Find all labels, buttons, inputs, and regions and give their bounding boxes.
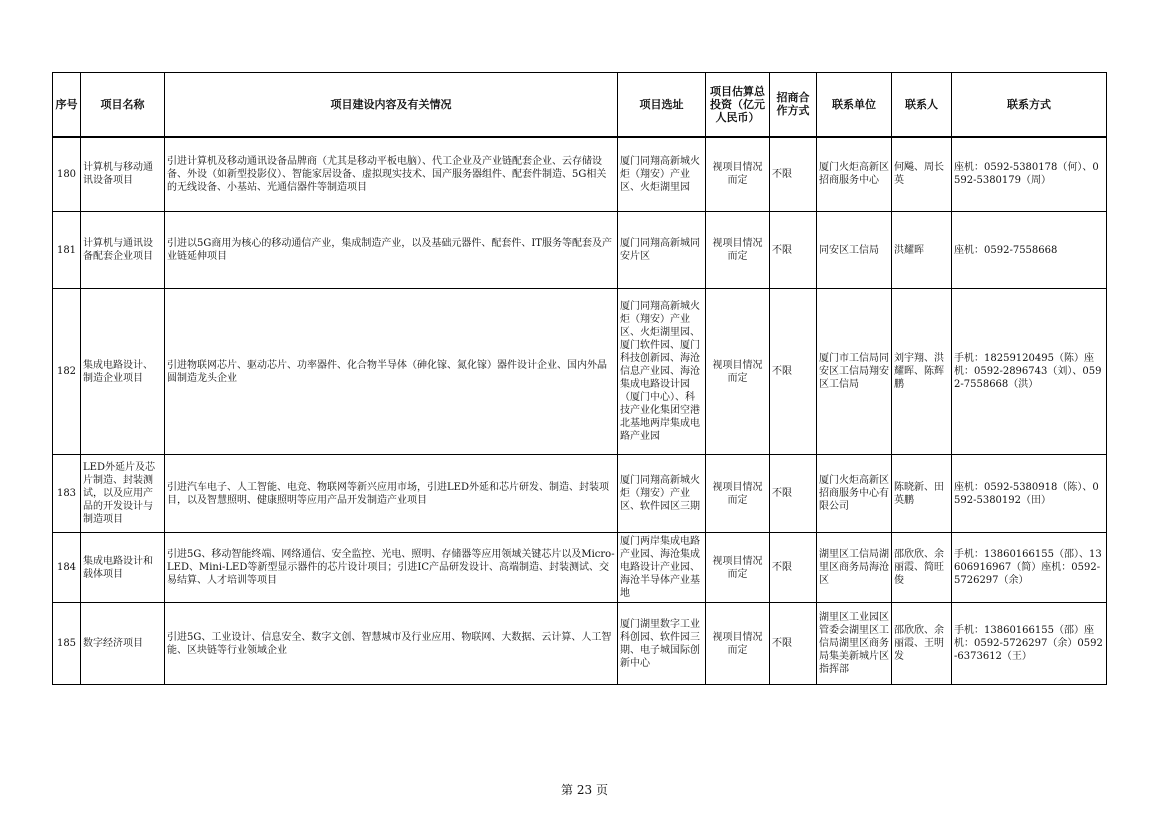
row-unit: 同安区工信局 <box>817 212 892 289</box>
row-no: 183 <box>53 455 81 533</box>
row-investment: 视项目情况而定 <box>706 533 770 603</box>
row-contact: 座机：0592-5380918（陈）、0592-5380192（田） <box>952 455 1107 533</box>
table-row <box>53 212 1107 289</box>
row-content: 引进5G、工业设计、信息安全、数字文创、智慧城市及行业应用、物联网、大数据、云计算、人工智能、区块链等行业领域企业 <box>165 603 618 685</box>
row-name: 计算机与通讯设备配套企业项目 <box>81 212 165 289</box>
row-mode: 不限 <box>770 289 817 455</box>
row-unit: 湖里区工信局湖里区商务局海沧区 <box>817 533 892 603</box>
row-mode: 不限 <box>770 533 817 603</box>
row-content: 引进物联网芯片、驱动芯片、功率器件、化合物半导体（砷化镓、氮化镓）器件设计企业、国内外晶圆制造龙头企业 <box>165 289 618 455</box>
row-content: 引进计算机及移动通讯设备品牌商（尤其是移动平板电脑）、代工企业及产业链配套企业、云存储设备、外设（如新型投影仪）、智能家居设备、虚拟现实技术、国产服务器组件、配套件制造、5G相关的无线设备、小基站、光通信器件等制造项目 <box>165 137 618 212</box>
row-site: 厦门同翔高新城同安片区 <box>618 212 706 289</box>
row-person: 何飚、周长英 <box>892 137 952 212</box>
row-site: 厦门同翔高新城火炬（翔安）产业区、火炬湖里园 <box>618 137 706 212</box>
page-number: 第 23 页 <box>561 783 608 797</box>
header-contact: 联系方式 <box>952 73 1107 137</box>
row-contact: 座机：0592-5380178（何）、0592-5380179（周） <box>952 137 1107 212</box>
header-name: 项目名称 <box>81 73 165 137</box>
row-content: 引进汽车电子、人工智能、电竞、物联网等新兴应用市场，引进LED外延和芯片研发、制造、封装项目，以及智慧照明、健康照明等应用产品开发制造产业项目 <box>165 455 618 533</box>
row-name: 数字经济项目 <box>81 603 165 685</box>
row-person: 邵欣欣、余丽霞、王明发 <box>892 603 952 685</box>
row-mode: 不限 <box>770 137 817 212</box>
row-investment: 视项目情况而定 <box>706 603 770 685</box>
row-no: 185 <box>53 603 81 685</box>
row-site: 厦门同翔高新城火炬（翔安）产业区、软件园区三期 <box>618 455 706 533</box>
row-name: LED外延片及芯片制造、封装测试，以及应用产品的开发设计与制造项目 <box>81 455 165 533</box>
table-row <box>53 455 1107 533</box>
row-mode: 不限 <box>770 212 817 289</box>
row-no: 184 <box>53 533 81 603</box>
row-no: 180 <box>53 137 81 212</box>
row-unit: 湖里区工业园区管委会湖里区工信局湖里区商务局集美新城片区指挥部 <box>817 603 892 685</box>
table-row <box>53 533 1107 603</box>
row-unit: 厦门火炬高新区招商服务中心有限公司 <box>817 455 892 533</box>
row-site: 厦门两岸集成电路产业园、海沧集成电路设计产业园、海沧半导体产业基地 <box>618 533 706 603</box>
row-no: 182 <box>53 289 81 455</box>
row-investment: 视项目情况而定 <box>706 289 770 455</box>
row-content: 引进5G、移动智能终端、网络通信、安全监控、光电、照明、存储器等应用领域关键芯片以及Micro-LED、Mini-LED等新型显示器件的芯片设计项目；引进IC产品研发设计、高端制造、封装测试、交易结算、人才培训等项目 <box>165 533 618 603</box>
row-mode: 不限 <box>770 603 817 685</box>
row-unit: 厦门市工信局同安区工信局翔安区工信局 <box>817 289 892 455</box>
row-site: 厦门同翔高新城火炬（翔安）产业区、火炬湖里园、厦门软件园、厦门科技创新园、海沧信息产业园、海沧集成电路设计园（厦门中心）、科技产业化集团空港北基地两岸集成电路产业园 <box>618 289 706 455</box>
row-name: 计算机与移动通讯设备项目 <box>81 137 165 212</box>
row-investment: 视项目情况而定 <box>706 212 770 289</box>
header-investment: 项目估算总投资（亿元人民币） <box>706 73 770 137</box>
row-investment: 视项目情况而定 <box>706 455 770 533</box>
row-person: 陈晓新、田英鹏 <box>892 455 952 533</box>
row-mode: 不限 <box>770 455 817 533</box>
row-contact: 手机：13860166155（邵）座机：0592-5726297（余）0592-6373612（王） <box>952 603 1107 685</box>
row-unit: 厦门火炬高新区招商服务中心 <box>817 137 892 212</box>
row-person: 洪耀晖 <box>892 212 952 289</box>
row-name: 集成电路设计和载体项目 <box>81 533 165 603</box>
header-row <box>53 73 1107 137</box>
header-mode: 招商合作方式 <box>770 73 817 137</box>
header-content: 项目建设内容及有关情况 <box>165 73 618 137</box>
project-table <box>52 72 1107 685</box>
table-row <box>53 603 1107 685</box>
header-no: 序号 <box>53 73 81 137</box>
row-name: 集成电路设计、制造企业项目 <box>81 289 165 455</box>
row-no: 181 <box>53 212 81 289</box>
header-person: 联系人 <box>892 73 952 137</box>
row-person: 邵欣欣、余丽霞、简旺俊 <box>892 533 952 603</box>
table-row <box>53 137 1107 212</box>
row-contact: 座机：0592-7558668 <box>952 212 1107 289</box>
table-row <box>53 289 1107 455</box>
header-site: 项目选址 <box>618 73 706 137</box>
row-person: 刘宇翔、洪耀晖、陈辉鹏 <box>892 289 952 455</box>
row-content: 引进以5G商用为核心的移动通信产业，集成制造产业，以及基础元器件、配套件、IT服务等配套及产业链延伸项目 <box>165 212 618 289</box>
row-contact: 手机：13860166155（邵）、13606916967（简）座机：0592-5726297（余） <box>952 533 1107 603</box>
row-investment: 视项目情况而定 <box>706 137 770 212</box>
header-unit: 联系单位 <box>817 73 892 137</box>
row-site: 厦门湖里数字工业科创园、软件园三期、电子城国际创新中心 <box>618 603 706 685</box>
row-contact: 手机：18259120495（陈）座机：0592-2896743（刘）、0592-7558668（洪） <box>952 289 1107 455</box>
